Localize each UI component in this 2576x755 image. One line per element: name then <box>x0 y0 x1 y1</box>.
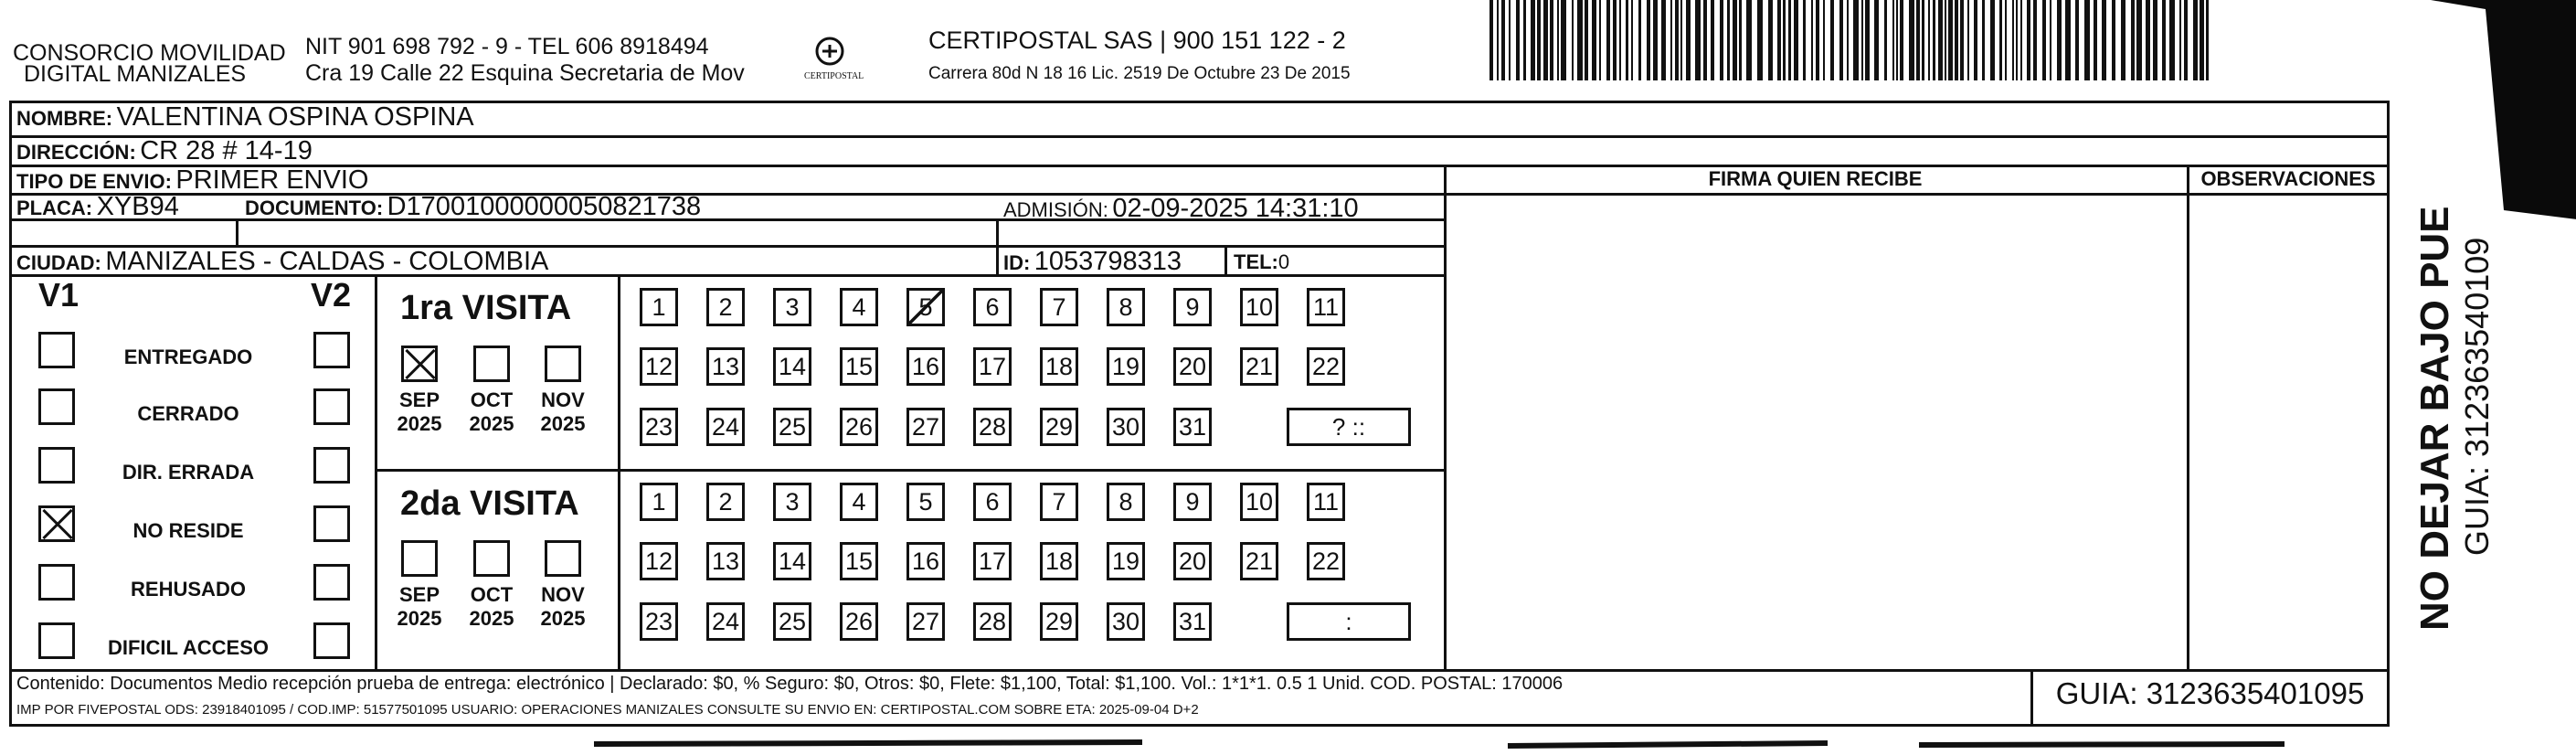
visit1-day-box[interactable]: 20 <box>1173 347 1212 386</box>
visit1-day-box[interactable]: 28 <box>973 408 1012 446</box>
direccion-label: DIRECCIÓN: <box>16 141 136 164</box>
barcode-bar <box>1853 0 1859 80</box>
barcode-bar <box>1916 0 1920 80</box>
barcode-bar <box>1948 0 1953 80</box>
barcode-bar <box>2057 0 2062 80</box>
barcode-bar <box>1619 0 1621 80</box>
company-name-line1: CONSORCIO MOVILIDAD <box>13 40 286 66</box>
visit2-day-box[interactable]: 16 <box>906 542 945 580</box>
barcode-bar <box>2184 0 2188 80</box>
visit2-day-box[interactable]: 23 <box>640 602 678 641</box>
visit2-day-box[interactable]: 1 <box>640 483 678 521</box>
barcode-bar <box>1861 0 1863 80</box>
barcode-bar <box>2005 0 2007 80</box>
documento-row <box>245 192 701 222</box>
visit1-title: 1ra VISITA <box>400 289 572 327</box>
visit1-day-box[interactable]: 25 <box>773 408 811 446</box>
barcode-bar <box>1945 0 1946 80</box>
visit2-year-label: 2025 <box>540 607 586 630</box>
barcode-bar <box>2050 0 2051 80</box>
nombre-row <box>16 102 474 133</box>
visit1-day-box[interactable]: 13 <box>706 347 745 386</box>
barcode-bar <box>1661 0 1666 80</box>
barcode-bar <box>1695 0 1701 80</box>
status-label: NO RESIDE <box>133 519 244 542</box>
visit2-day-box[interactable]: 10 <box>1240 483 1278 521</box>
barcode-bar <box>2027 0 2030 80</box>
barcode-bar <box>1896 0 1898 80</box>
visit1-year-label: 2025 <box>540 412 586 435</box>
visit2-day-box[interactable]: 12 <box>640 542 678 580</box>
footer-imp: IMP POR FIVEPOSTAL ODS: 23918401095 / COD.IMP: 51577501095 USUARIO: OPERACIONES MANIZALES CONSULTE SU ENVIO EN: CERTIPOSTAL.COM SOBRE ETA: 2025-09-04 D+2 <box>16 702 1199 718</box>
visit2-day-box[interactable]: 15 <box>840 542 878 580</box>
visit1-day-box[interactable]: 18 <box>1040 347 1078 386</box>
barcode-bar <box>1823 0 1825 80</box>
barcode-bar <box>1990 0 1995 80</box>
barcode-bar <box>1938 0 1943 80</box>
visit1-year-label: 2025 <box>469 412 514 435</box>
visit2-month-label: NOV <box>541 583 585 606</box>
barcode-bar <box>1497 0 1499 80</box>
visit1-day-box[interactable]: 31 <box>1173 408 1212 446</box>
visit1-day-box[interactable]: 17 <box>973 347 1012 386</box>
v2-checkbox[interactable] <box>313 622 350 659</box>
visit2-day-box[interactable]: 28 <box>973 602 1012 641</box>
visit1-day-box[interactable]: 12 <box>640 347 678 386</box>
barcode-bar <box>1557 0 1559 80</box>
visit1-month-checkbox[interactable] <box>401 346 438 382</box>
tipo-envio-label: TIPO DE ENVIO: <box>16 170 172 193</box>
visit1-day-box[interactable]: 16 <box>906 347 945 386</box>
ciudad-label: CIUDAD: <box>16 251 101 274</box>
visit2-day-box[interactable]: 2 <box>706 483 745 521</box>
v1-checkbox[interactable] <box>38 564 75 601</box>
visit2-day-box[interactable]: 14 <box>773 542 811 580</box>
status-label: ENTREGADO <box>123 346 253 368</box>
barcode-bar <box>1653 0 1658 80</box>
status-label: DIFICIL ACCESO <box>107 636 269 659</box>
address-line: Cra 19 Calle 22 Esquina Secretaria de Mov <box>305 60 745 86</box>
visit2-day-box[interactable]: 19 <box>1107 542 1145 580</box>
barcode-bar <box>1606 0 1610 80</box>
admision-row <box>1003 194 1359 224</box>
barcode-bar <box>1974 0 1977 80</box>
barcode-bar <box>2193 0 2198 80</box>
barcode-bar <box>1577 0 1583 80</box>
visit1-year-label: 2025 <box>397 412 442 435</box>
barcode-bar <box>2206 0 2209 80</box>
status-label: CERRADO <box>137 402 239 425</box>
barcode-bar <box>1928 0 1930 80</box>
visit1-day-box[interactable]: 23 <box>640 408 678 446</box>
barcode-bar <box>1670 0 1672 80</box>
tel-label: TEL: <box>1234 250 1278 273</box>
barcode-bar <box>2084 0 2090 80</box>
barcode-bar <box>2112 0 2115 80</box>
visit2-day-box[interactable]: 31 <box>1173 602 1212 641</box>
visit2-day-box[interactable]: 7 <box>1040 483 1078 521</box>
barcode-bar <box>1865 0 1870 80</box>
ciudad-value: MANIZALES - CALDAS - COLOMBIA <box>105 247 549 276</box>
barcode-bar <box>1900 0 1903 80</box>
nit-line: NIT 901 698 792 - 9 - TEL 606 8918494 <box>305 34 709 59</box>
barcode-bar <box>1647 0 1650 80</box>
barcode-bar <box>1543 0 1548 80</box>
barcode-bar <box>2131 0 2135 80</box>
visit1-day-box[interactable]: 6 <box>973 288 1012 326</box>
visit2-year-label: 2025 <box>469 607 514 630</box>
visit1-time-box[interactable]: ? :: <box>1287 408 1411 446</box>
barcode-bar <box>1711 0 1714 80</box>
direccion-row <box>16 136 313 166</box>
certipostal-line1: CERTIPOSTAL SAS | 900 151 122 - 2 <box>928 27 1346 54</box>
barcode-bar <box>1509 0 1511 80</box>
barcode-bar <box>1757 0 1763 80</box>
admision-value: 02-09-2025 14:31:10 <box>1112 194 1359 223</box>
barcode-bar <box>2016 0 2018 80</box>
barcode-bar <box>1839 0 1843 80</box>
admision-label: ADMISIÓN: <box>1003 198 1108 221</box>
id-row <box>1003 247 1182 277</box>
status-label: REHUSADO <box>131 578 246 601</box>
barcode-bar <box>1816 0 1819 80</box>
visit2-month-checkbox[interactable] <box>545 540 581 577</box>
visit2-day-box[interactable]: 21 <box>1240 542 1278 580</box>
barcode-bar <box>2200 0 2204 80</box>
barcode-bar <box>1777 0 1781 80</box>
v1-checkbox[interactable] <box>38 622 75 659</box>
visit1-day-box[interactable]: 2 <box>706 288 745 326</box>
visit2-day-box[interactable]: 13 <box>706 542 745 580</box>
barcode-bar <box>1746 0 1752 80</box>
visit2-month-label: OCT <box>470 583 514 606</box>
visit2-year-label: 2025 <box>397 607 442 630</box>
barcode-bar <box>2102 0 2106 80</box>
visit2-time-box[interactable]: : <box>1287 602 1411 641</box>
barcode-bar <box>1933 0 1935 80</box>
visit1-day-box[interactable]: 4 <box>840 288 878 326</box>
visit1-day-box[interactable]: 27 <box>906 408 945 446</box>
barcode-bar <box>1922 0 1924 80</box>
visit2-title: 2da VISITA <box>400 484 579 523</box>
barcode-bar <box>1516 0 1520 80</box>
barcode-bar <box>1626 0 1628 80</box>
visit1-day-box[interactable]: 7 <box>1040 288 1078 326</box>
visit1-day-box[interactable]: 3 <box>773 288 811 326</box>
barcode-bar <box>1884 0 1887 80</box>
barcode-bar <box>1501 0 1505 80</box>
visit2-day-box[interactable]: 25 <box>773 602 811 641</box>
barcode-bar <box>1909 0 1914 80</box>
id-label: ID: <box>1003 251 1031 274</box>
nombre-value: VALENTINA OSPINA OSPINA <box>116 102 474 132</box>
visit1-day-box[interactable]: 14 <box>773 347 811 386</box>
footer-contenido: Contenido: Documentos Medio recepción prueba de entrega: electrónico | Declarado: $0, % Seguro: $0, Otros: $0, Flete: $1,100, Total: $1,100. Vol.: 1*1*1. 0.5 1 Unid. COD. POSTAL: 170006 <box>16 674 1564 694</box>
side-guia-text: GUIA: 312363540109 <box>2458 237 2496 556</box>
visit2-day-box[interactable]: 30 <box>1107 602 1145 641</box>
barcode-bar <box>2042 0 2046 80</box>
v2-checkbox[interactable] <box>313 388 350 425</box>
visit1-day-box[interactable]: 30 <box>1107 408 1145 446</box>
barcode-bar <box>1613 0 1617 80</box>
visit2-day-box[interactable]: 20 <box>1173 542 1212 580</box>
barcode-bar <box>1739 0 1742 80</box>
visit1-month-label: OCT <box>470 388 514 411</box>
nombre-label: NOMBRE: <box>16 107 113 130</box>
visit1-month-checkbox[interactable] <box>473 346 510 382</box>
v1-label: V1 <box>38 276 80 314</box>
side-warning-text: NO DEJAR BAJO PUE <box>2412 206 2457 631</box>
firma-label: FIRMA QUIEN RECIBE <box>1708 167 1923 190</box>
visit1-day-box[interactable]: 10 <box>1240 288 1278 326</box>
barcode-bar <box>1960 0 1964 80</box>
corner-shadow <box>2431 0 2576 219</box>
bottom-edge-marks <box>0 737 2576 750</box>
v2-label: V2 <box>311 276 352 314</box>
visit2-day-box[interactable]: 18 <box>1040 542 1078 580</box>
barcode-bar <box>1592 0 1596 80</box>
visit2-day-box[interactable]: 22 <box>1307 542 1345 580</box>
barcode-bar <box>2169 0 2175 80</box>
barcode-bar <box>1768 0 1773 80</box>
visit1-day-box[interactable]: 15 <box>840 347 878 386</box>
visit2-day-box[interactable]: 11 <box>1307 483 1345 521</box>
placa-value: XYB94 <box>96 192 179 221</box>
visit1-day-box[interactable]: 1 <box>640 288 678 326</box>
barcode-bar <box>1680 0 1682 80</box>
visit1-day-box[interactable]: 26 <box>840 408 878 446</box>
ciudad-row <box>16 247 548 277</box>
barcode-bar <box>1999 0 2002 80</box>
v1-checkbox[interactable] <box>38 447 75 484</box>
barcode-bar <box>2146 0 2150 80</box>
barcode-bar <box>1847 0 1849 80</box>
visit1-month-checkbox[interactable] <box>545 346 581 382</box>
barcode-bar <box>2121 0 2125 80</box>
visit2-day-box[interactable]: 6 <box>973 483 1012 521</box>
barcode-bar <box>1585 0 1588 80</box>
barcode-bar <box>2136 0 2142 80</box>
barcode-bar <box>2153 0 2157 80</box>
barcode-bar <box>2012 0 2014 80</box>
visit1-day-box[interactable]: 24 <box>706 408 745 446</box>
visit1-day-box[interactable]: 11 <box>1307 288 1345 326</box>
barcode-bar <box>1531 0 1535 80</box>
barcode-bar <box>1955 0 1958 80</box>
visit1-day-box[interactable]: 29 <box>1040 408 1078 446</box>
visit1-day-box[interactable]: 21 <box>1240 347 1278 386</box>
visit2-day-box[interactable]: 24 <box>706 602 745 641</box>
barcode-bar <box>1830 0 1834 80</box>
v1-checkbox[interactable] <box>38 388 75 425</box>
tel-row <box>1234 250 1289 274</box>
barcode-bar <box>1638 0 1641 80</box>
documento-label: DOCUMENTO: <box>245 197 384 219</box>
barcode-bar <box>1599 0 1601 80</box>
logo-caption: CERTIPOSTAL <box>804 71 864 81</box>
barcode-bar <box>2033 0 2037 80</box>
barcode-bar <box>1703 0 1707 80</box>
visit2-day-box[interactable]: 9 <box>1173 483 1212 521</box>
barcode-bar <box>1561 0 1566 80</box>
barcode-bar <box>1803 0 1806 80</box>
barcode-bar <box>1733 0 1737 80</box>
barcode-bar <box>1874 0 1879 80</box>
certipostal-logo-icon <box>811 33 848 69</box>
visit2-day-box[interactable]: 5 <box>906 483 945 521</box>
company-name-line2: DIGITAL MANIZALES <box>24 61 247 87</box>
barcode-bar <box>1727 0 1730 80</box>
footer-guia: GUIA: 3123635401095 <box>2055 676 2365 710</box>
visit2-day-box[interactable]: 17 <box>973 542 1012 580</box>
barcode-bar <box>1982 0 1985 80</box>
visit1-day-box[interactable]: 22 <box>1307 347 1345 386</box>
visit2-month-checkbox[interactable] <box>401 540 438 577</box>
visit2-day-box[interactable]: 4 <box>840 483 878 521</box>
v1-checkbox[interactable] <box>38 332 75 368</box>
barcode-bar <box>1675 0 1679 80</box>
visit2-day-box[interactable]: 29 <box>1040 602 1078 641</box>
barcode-bar <box>2065 0 2071 80</box>
barcode-bar <box>2162 0 2166 80</box>
barcode-bar <box>1892 0 1894 80</box>
barcode <box>1480 0 2221 82</box>
id-value: 1053798313 <box>1034 247 1182 276</box>
certipostal-line2: Carrera 80d N 18 16 Lic. 2519 De Octubre 23 De 2015 <box>928 64 1351 83</box>
visit2-month-checkbox[interactable] <box>473 540 510 577</box>
documento-value: D17001000000050821738 <box>387 192 702 221</box>
visit1-day-box[interactable]: 8 <box>1107 288 1145 326</box>
barcode-bar <box>2075 0 2079 80</box>
v2-checkbox[interactable] <box>313 447 350 484</box>
visit1-day-box[interactable]: 5 <box>906 288 945 326</box>
barcode-bar <box>1794 0 1798 80</box>
visit2-day-box[interactable]: 26 <box>840 602 878 641</box>
visit2-day-box[interactable]: 3 <box>773 483 811 521</box>
barcode-bar <box>1631 0 1633 80</box>
barcode-bar <box>1537 0 1541 80</box>
barcode-bar <box>1686 0 1691 80</box>
barcode-bar <box>1783 0 1786 80</box>
visit1-month-label: SEP <box>398 388 440 411</box>
barcode-bar <box>1811 0 1813 80</box>
direccion-value: CR 28 # 14-19 <box>140 136 313 165</box>
visit2-day-box[interactable]: 27 <box>906 602 945 641</box>
barcode-bar <box>1523 0 1526 80</box>
barcode-bar <box>1572 0 1574 80</box>
visit1-day-box[interactable]: 19 <box>1107 347 1145 386</box>
v1-checkbox[interactable] <box>38 505 75 542</box>
placa-row <box>16 192 179 222</box>
status-label: DIR. ERRADA <box>122 461 255 484</box>
visit1-day-box[interactable]: 9 <box>1173 288 1212 326</box>
observaciones-label: OBSERVACIONES <box>2200 167 2376 190</box>
visit2-day-box[interactable]: 8 <box>1107 483 1145 521</box>
visit2-month-label: SEP <box>398 583 440 606</box>
placa-label: PLACA: <box>16 197 93 219</box>
barcode-bar <box>2179 0 2181 80</box>
barcode-bar <box>1788 0 1791 80</box>
tel-value: 0 <box>1277 250 1290 273</box>
visit1-month-label: NOV <box>541 388 585 411</box>
v2-checkbox[interactable] <box>313 332 350 368</box>
v2-checkbox[interactable] <box>313 505 350 542</box>
barcode-bar <box>2094 0 2097 80</box>
v2-checkbox[interactable] <box>313 564 350 601</box>
barcode-bar <box>1720 0 1723 80</box>
barcode-bar <box>1967 0 1969 80</box>
barcode-bar <box>1550 0 1553 80</box>
barcode-bar <box>2020 0 2022 80</box>
tipo-envio-value: PRIMER ENVIO <box>175 165 369 195</box>
barcode-bar <box>1489 0 1493 80</box>
